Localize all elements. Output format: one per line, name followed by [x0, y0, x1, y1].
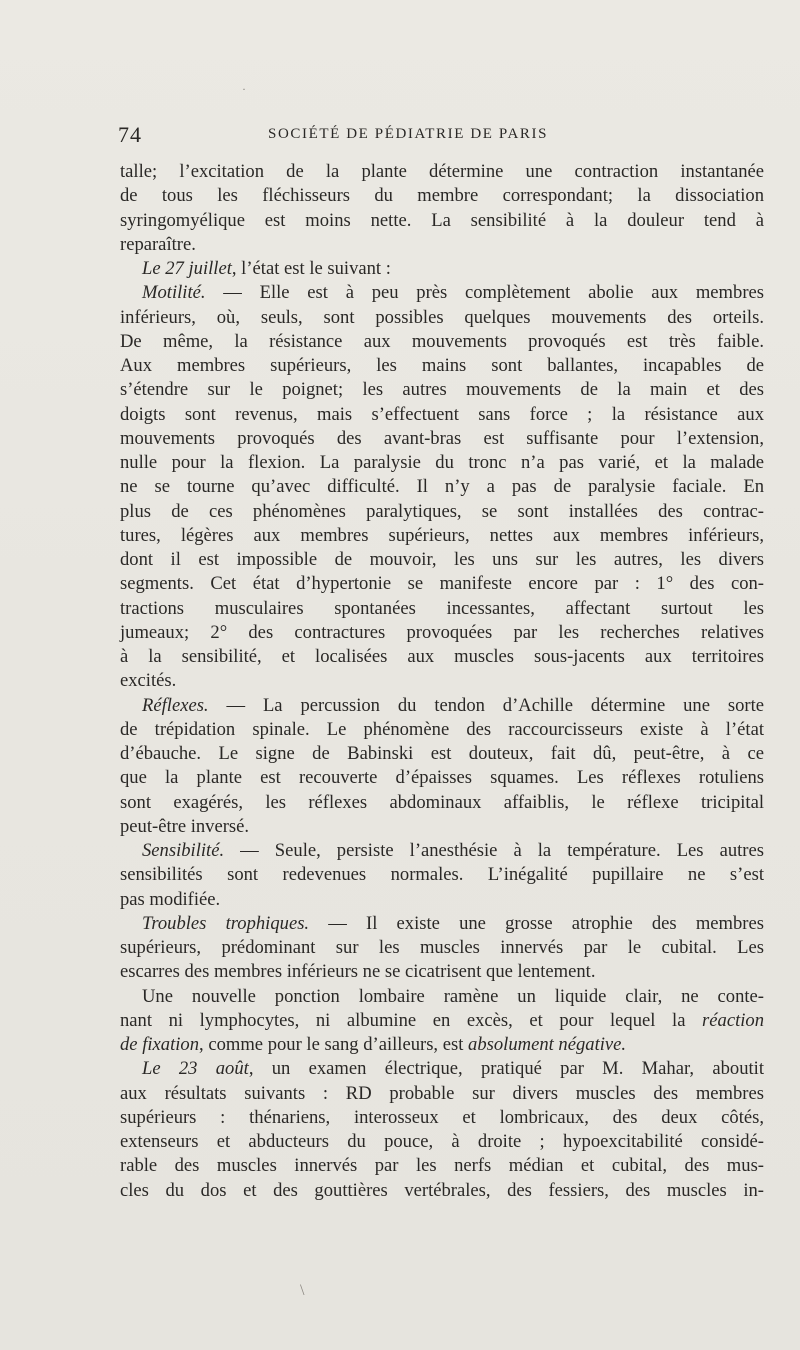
italic-text: Le 27 juillet	[142, 258, 232, 279]
text-line	[120, 378, 764, 402]
text-segment: peut-être inversé.	[120, 815, 250, 837]
text-line	[120, 1033, 764, 1057]
text-segment: segments. Cet état d’hypertonie se manifeste encore par : 1° des con-	[120, 573, 764, 595]
text-segment: , comme pour le sang d’ailleurs, est	[199, 1034, 469, 1055]
italic-text: Motilité.	[142, 282, 206, 304]
italic-text: Réflexes.	[142, 694, 209, 716]
text-segment: — Elle est à peu près complètement abolie aux membres	[205, 282, 764, 304]
text-line	[120, 500, 764, 524]
text-line	[120, 209, 764, 233]
text-segment: De même, la résistance aux mouvements provoqués est très faible.	[120, 330, 764, 352]
text-line	[120, 524, 764, 548]
text-segment: excités.	[120, 670, 177, 692]
italic-text: Le 23 août	[142, 1058, 249, 1080]
running-title: SOCIÉTÉ DE PÉDIATRIE DE PARIS	[268, 126, 549, 142]
text-line	[120, 281, 764, 305]
text-segment: escarres des membres inférieurs ne se cicatrisent que lentement.	[120, 961, 596, 983]
text-segment: à la sensibilité, et localisées aux muscles sous-jacents aux territoires	[120, 646, 764, 667]
text-segment: nant ni lymphocytes, ni albumine en excès, et pour lequel la	[120, 1009, 703, 1031]
text-segment: , l’état est le suivant :	[231, 258, 391, 279]
text-line	[120, 960, 764, 984]
text-line	[120, 1082, 764, 1106]
text-segment: talle; l’excitation de la plante détermine une contraction instantanée	[120, 161, 764, 182]
text-segment: d’ébauche. Le signe de Babinski est douteux, fait dû, peut-être, à ce	[120, 743, 764, 764]
scan-speck: \	[300, 1282, 305, 1299]
text-line	[120, 1154, 764, 1178]
text-line	[120, 863, 764, 887]
text-segment: — Seule, persiste l’anesthésie à la température. Les autres	[224, 840, 764, 861]
text-segment: pas modifiée.	[120, 888, 221, 910]
text-line	[120, 694, 764, 718]
text-segment: nulle pour la flexion. La paralysie du tronc n’a pas varié, et la malade	[120, 452, 764, 473]
text-line	[120, 475, 764, 499]
text-segment: plus de ces phénomènes paralytiques, se sont installées des contrac-	[120, 500, 764, 522]
scan-speck: ·	[242, 82, 246, 96]
text-line	[120, 985, 764, 1009]
text-segment: s’étendre sur le poignet; les autres mouvements de la main et des	[120, 379, 764, 401]
italic-text: Troubles trophiques.	[142, 912, 310, 934]
text-segment: supérieurs : thénariens, interosseux et lombricaux, des deux côtés,	[120, 1106, 764, 1128]
text-line	[120, 1009, 764, 1033]
text-line	[120, 839, 764, 863]
text-line	[120, 306, 764, 330]
text-segment: de trépidation spinale. Le phénomène des raccourcisseurs existe à l’état	[120, 718, 764, 740]
text-line	[120, 718, 764, 742]
text-line	[120, 330, 764, 354]
text-line	[120, 936, 764, 960]
text-segment: de tous les fléchisseurs du membre correspondant; la dissociation	[120, 185, 764, 207]
text-segment: tures, légères aux membres supérieurs, nettes aux membres inférieurs,	[120, 524, 764, 546]
text-line	[120, 766, 764, 790]
text-segment: rable des muscles innervés par les nerfs médian et cubital, des mus-	[120, 1155, 764, 1177]
text-line	[120, 548, 764, 572]
text-line	[120, 354, 764, 378]
text-line	[120, 1106, 764, 1130]
text-line	[120, 572, 764, 596]
text-segment: extenseurs et abducteurs du pouce, à droite ; hypoexcitabilité considé-	[120, 1131, 764, 1152]
text-line	[120, 427, 764, 451]
text-segment: reparaître.	[120, 233, 196, 255]
text-segment: ne se tourne qu’avec difficulté. Il n’y a pas de paralysie faciale. En	[120, 476, 764, 498]
text-line	[120, 912, 764, 936]
text-line	[120, 451, 764, 475]
text-segment: mouvements provoqués des avant-bras est suffisante pour l’extension,	[120, 427, 764, 449]
text-line	[120, 1057, 764, 1081]
text-line	[120, 597, 764, 621]
text-segment: Aux membres supérieurs, les mains sont ballantes, incapables de	[120, 355, 764, 376]
text-line	[120, 233, 764, 257]
text-line	[120, 621, 764, 645]
body-text	[120, 160, 764, 1203]
text-segment: jumeaux; 2° des contractures provoquées par les recherches relatives	[120, 621, 764, 643]
text-segment: — Il existe une grosse atrophie des membres	[309, 912, 764, 934]
text-segment: cles du dos et des gouttières vertébrales, des fessiers, des muscles in-	[120, 1179, 764, 1201]
text-line	[120, 742, 764, 766]
text-segment: doigts sont revenus, mais s’effectuent sans force ; la résistance aux	[120, 403, 764, 425]
text-segment: aux résultats suivants : RD probable sur divers muscles des membres	[120, 1082, 764, 1104]
text-line	[120, 403, 764, 427]
text-segment: , un examen électrique, pratiqué par M. Mahar, aboutit	[248, 1058, 764, 1080]
text-segment: sensibilités sont redevenues normales. L’inégalité pupillaire ne s’est	[120, 864, 764, 886]
text-segment: dont il est impossible de mouvoir, les uns sur les autres, les divers	[120, 549, 764, 570]
italic-text: de fixation	[120, 1034, 200, 1055]
text-line	[120, 815, 764, 839]
page-header	[118, 122, 763, 148]
italic-text: réaction	[702, 1009, 764, 1031]
text-line	[120, 160, 764, 184]
text-segment: supérieurs, prédominant sur les muscles innervés par le cubital. Les	[120, 937, 764, 958]
text-segment: que la plante est recouverte d’épaisses squames. Les réflexes rotuliens	[120, 767, 764, 789]
text-line	[120, 669, 764, 693]
page-number: 74	[118, 122, 142, 147]
text-segment: syringomyélique est moins nette. La sensibilité à la douleur tend à	[120, 209, 764, 231]
text-segment: tractions musculaires spontanées incessantes, affectant surtout les	[120, 597, 764, 619]
text-line	[120, 645, 764, 669]
text-line	[120, 791, 764, 815]
text-segment: — La percussion du tendon d’Achille détermine une sorte	[208, 694, 764, 716]
italic-text: Sensibilité.	[142, 840, 225, 861]
text-line	[120, 888, 764, 912]
text-line	[120, 257, 764, 281]
text-segment: Une nouvelle ponction lombaire ramène un liquide clair, ne conte-	[142, 985, 764, 1007]
text-segment: sont exagérés, les réflexes abdominaux affaiblis, le réflexe tricipital	[120, 791, 764, 813]
text-line	[120, 184, 764, 208]
text-segment: inférieurs, où, seuls, sont possibles quelques mouvements des orteils.	[120, 306, 764, 328]
text-line	[120, 1179, 764, 1203]
italic-text: absolument négative.	[468, 1034, 627, 1055]
text-line	[120, 1130, 764, 1154]
